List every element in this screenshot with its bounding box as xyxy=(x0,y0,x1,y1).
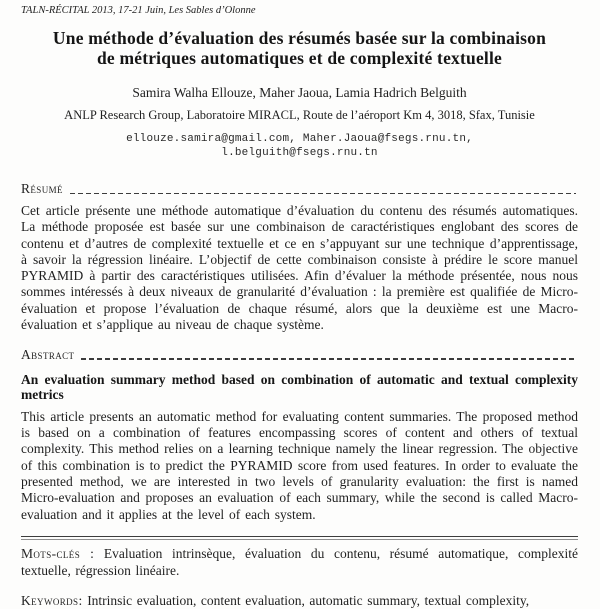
abstract-dashed-rule xyxy=(81,358,576,360)
paper-title-line2: de métriques automatiques et de complexité textuelle xyxy=(96,47,503,68)
abstract-section-header xyxy=(21,347,578,363)
mots-cles-label: Mots-clés : xyxy=(21,546,95,562)
resume-body: Cet article présente une méthode automatique d’évaluation du contenu des résumés automatiques. La méthode proposée est basée sur une combinaison de caractéristiques englobant des scores de contenu et d’autres de complexité textuelle et ce en s’appuyant sur une technique d’apprentissage, à savoir la régression linéaire. L’objectif de cette combinaison consiste à prédire le score manuel PYRAMID à partir des caractéristiques utilisées. Afin d’évaluer la méthode présentée, nous nous sommes intéressés à deux niveaux de granularité d’évaluation : la première est qualifiée de Micro-évaluation et propose l’évaluation de chaque résumé, alors que la deuxième est une Macro-évaluation et s’applique au niveau de chaque système. xyxy=(21,203,578,333)
affiliation-line: ANLP Research Group, Laboratoire MIRACL, Route de l’aéroport Km 4, 3018, Sfax, Tunisie xyxy=(64,108,535,122)
keywords-separator-rule xyxy=(21,536,578,540)
keywords-paragraph xyxy=(21,593,578,609)
paper-title xyxy=(21,29,578,68)
author-emails-line2: l.belguith@fsegs.rnu.tn xyxy=(221,146,378,159)
resume-section-header xyxy=(21,181,578,197)
keywords-text: Intrinsic evaluation, content evaluation, automatic summary, textual complexity, xyxy=(87,592,530,608)
author-emails-line1: ellouze.samira@gmail.com, Maher.Jaoua@fsegs.rnu.tn, xyxy=(126,133,473,145)
resume-dashed-rule xyxy=(70,193,576,195)
keywords-label: Keywords: xyxy=(21,592,83,608)
abstract-label: Abstract xyxy=(21,346,75,362)
author-emails xyxy=(21,133,578,160)
paper-title-line1: Une méthode d’évaluation des résumés basée sur la combinaison xyxy=(52,28,547,48)
authors-line: Samira Walha Ellouze, Maher Jaoua, Lamia Hadrich Belguith xyxy=(132,85,467,100)
mots-cles-text: Evaluation intrinsèque, évaluation du contenu, résumé automatique, complexité textuelle, régression linéaire. xyxy=(21,546,578,578)
abstract-english-title: An evaluation summary method based on combination of automatic and textual complexity metrics xyxy=(21,371,578,403)
conference-header: TALN-RÉCITAL 2013, 17-21 Juin, Les Sables d’Olonne xyxy=(21,5,256,16)
mots-cles-paragraph xyxy=(21,546,578,579)
abstract-body: This article presents an automatic method for evaluating content summaries. The proposed method is based on a combination of features encompassing scores of content and others of textual complexity. This method relies on a learning technique namely the linear regression. The objective of this combination is to predict the PYRAMID score from used features. In order to evaluate the presented method, we are interested in two levels of granularity evaluation: the first is named Micro-evaluation and proposes an evaluation of each summary, while the second is called Macro-evaluation and it applies at the level of each system. xyxy=(21,408,578,522)
resume-label: Résumé xyxy=(21,181,63,196)
